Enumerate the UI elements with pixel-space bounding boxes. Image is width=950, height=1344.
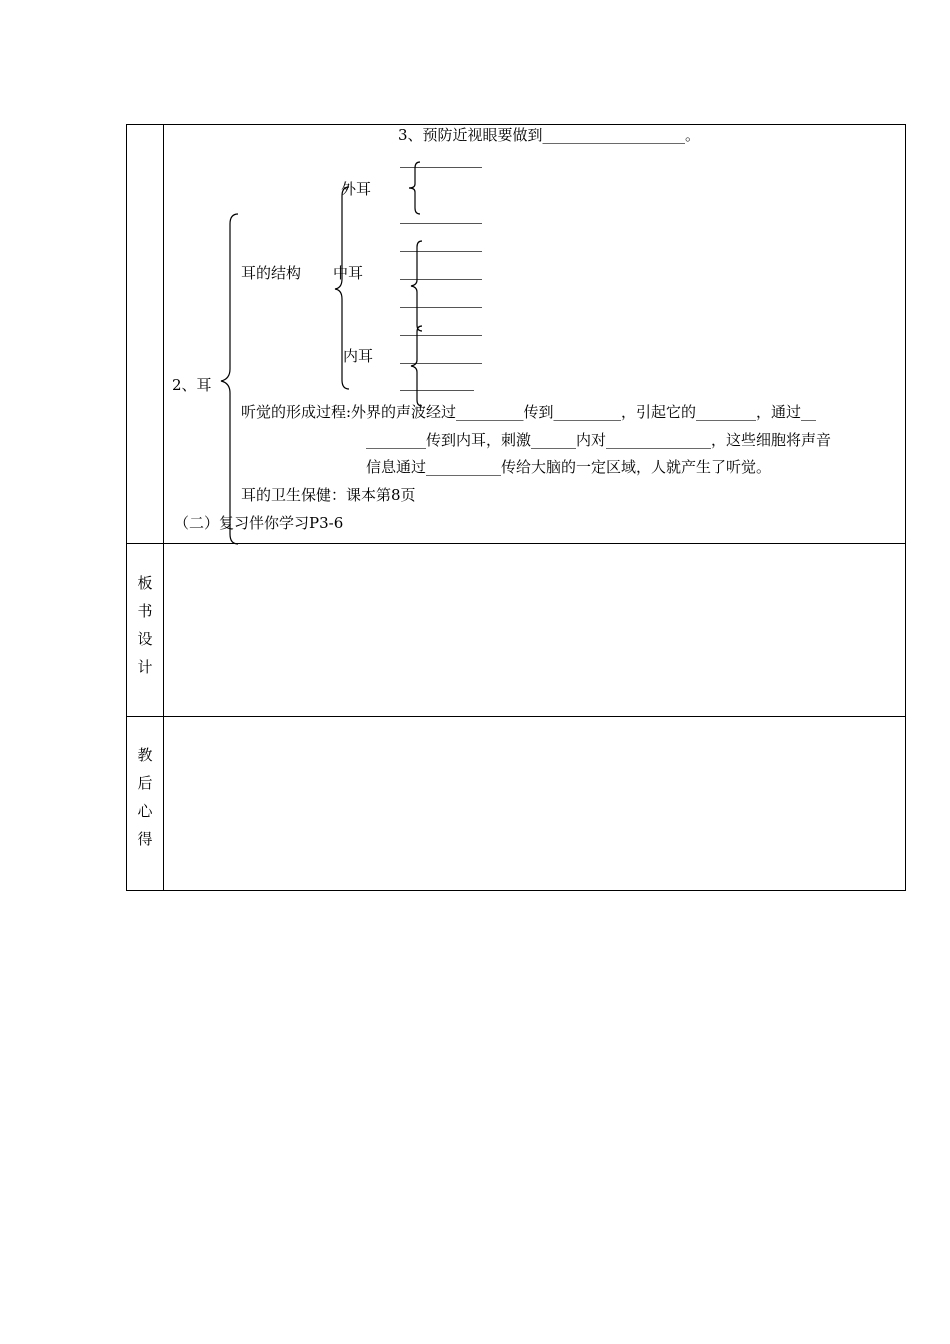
inner-ear-label: 内耳 — [343, 347, 374, 365]
ear-hygiene-line: 耳的卫生保健：课本第8页 — [241, 486, 416, 504]
reflection-char-1: 教 — [137, 746, 153, 764]
outer-ear-label: 外耳 — [341, 180, 372, 198]
review-line: （二）复习伴你学习P3-6 — [174, 514, 344, 532]
reflection-char-4: 得 — [137, 830, 153, 848]
reflection-char-3: 心 — [137, 802, 153, 820]
ear-section-label: 2、耳 — [172, 376, 212, 394]
ear-main-brace — [218, 214, 242, 544]
board-design-char-4: 计 — [137, 658, 153, 676]
middle-ear-label: 中耳 — [333, 264, 364, 282]
board-design-label — [127, 569, 163, 681]
hearing-process-line-3: 信息通过__________传给大脑的一定区域，人就产生了听觉。 — [366, 458, 772, 476]
reflection-label — [127, 741, 163, 853]
reflection-char-2: 后 — [137, 774, 153, 792]
outer-ear-blank-2 — [400, 223, 482, 224]
board-design-char-1: 板 — [137, 574, 153, 592]
board-design-char-3: 设 — [137, 630, 153, 648]
structure-label: 耳的结构 — [241, 264, 302, 282]
reflection-content — [164, 717, 904, 889]
board-design-content — [164, 544, 904, 716]
board-design-char-2: 书 — [137, 602, 153, 620]
myopia-prevention-line: 3、预防近视眼要做到___________________。 — [398, 126, 701, 144]
hearing-process-line-1: 听觉的形成过程:外界的声波经过_________传到_________，引起它的________，通过__ — [241, 403, 817, 421]
middle-ear-brace — [409, 241, 425, 331]
hearing-process-line-2: ________传到内耳，刺激______内对______________，这些细胞将声音 — [366, 431, 832, 449]
inner-ear-brace — [409, 326, 425, 406]
outer-ear-brace — [407, 162, 423, 214]
